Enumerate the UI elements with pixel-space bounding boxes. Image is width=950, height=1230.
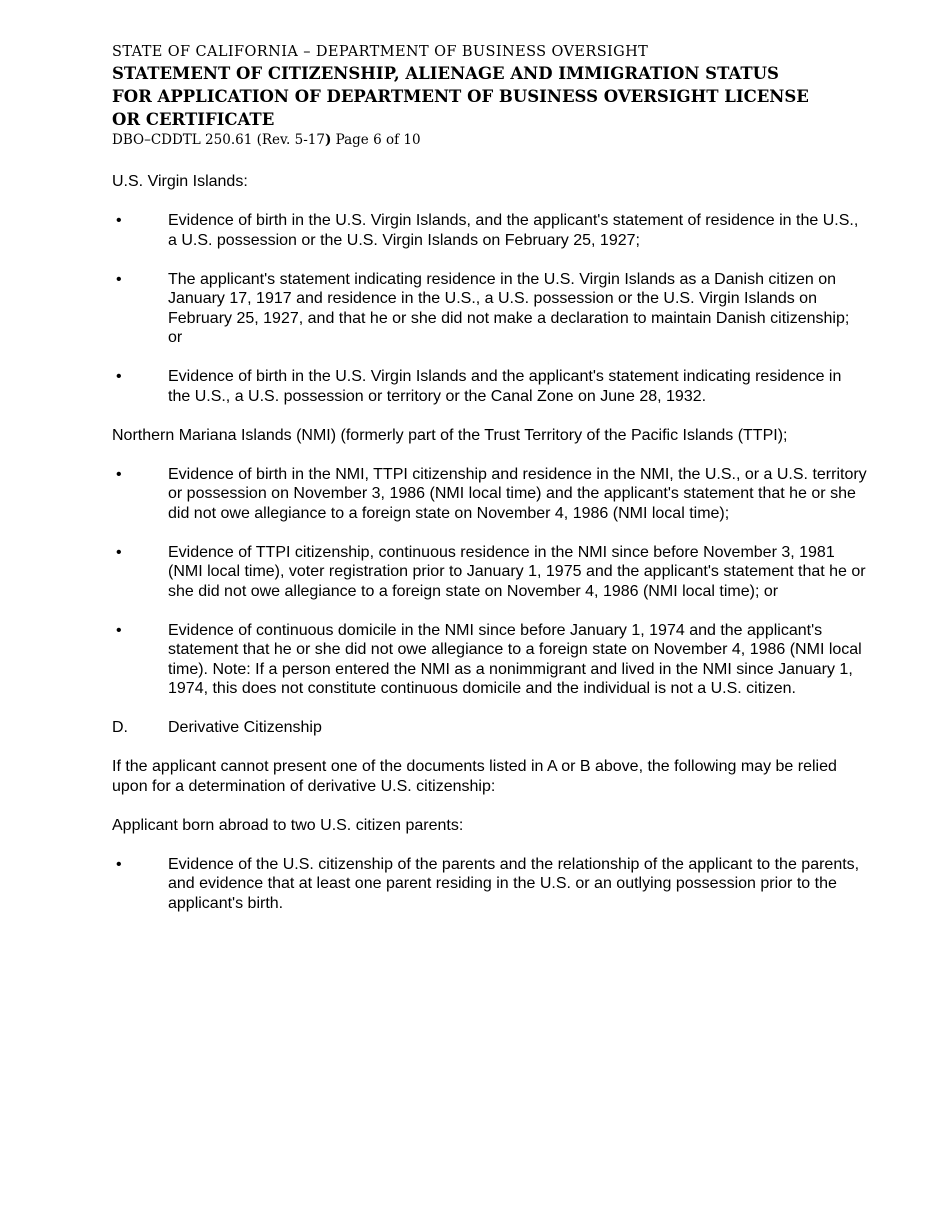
form-title-line-3: OR CERTIFICATE xyxy=(112,110,275,129)
bullet-icon: • xyxy=(116,621,122,639)
list-item xyxy=(112,465,867,524)
list-item-text: The applicant's statement indicating residence in the U.S. Virgin Islands as a Danish citizen on January 17, 1917 and residence in the U.S., a U.S. possession or the U.S. Virgin Islands on February 25, 1927, and that he or she did not make a declaration to maintain Danish citizenship; or xyxy=(168,270,850,346)
form-title-line-2: FOR APPLICATION OF DEPARTMENT OF BUSINESS OVERSIGHT LICENSE xyxy=(112,87,809,106)
section-title: Derivative Citizenship xyxy=(168,719,322,736)
list-item-text: Evidence of the U.S. citizenship of the parents and the relationship of the applicant to the parents, and evidence that at least one parent residing in the U.S. or an outlying possession prior to the applicant's birth. xyxy=(168,855,860,912)
list-item-text: Evidence of birth in the NMI, TTPI citizenship and residence in the NMI, the U.S., or a U.S. territory or possession on November 3, 1986 (NMI local time) and the applicant's statement that he or she did not owe allegiance to a foreign state on November 4, 1986 (NMI local time); xyxy=(168,465,867,522)
bullet-icon: • xyxy=(116,465,122,483)
born-abroad-heading: Applicant born abroad to two U.S. citizen parents: xyxy=(112,816,464,834)
list-item xyxy=(112,543,867,602)
bullet-icon: • xyxy=(116,270,122,288)
document-header xyxy=(112,42,872,149)
bullet-icon: • xyxy=(116,855,122,873)
form-code: DBO–CDDTL 250.61 (Rev. 5-17 xyxy=(112,132,325,148)
list-item-text: Evidence of continuous domicile in the NMI since before January 1, 1974 and the applicant's statement that he or she did not owe allegiance to a foreign state on November 4, 1986 (NMI local time). Note: If a person entered the NMI as a nonimmigrant and lived in the NMI since January 1, 1974, this does not constitute continuous domicile and the individual is not a U.S. citizen. xyxy=(168,621,862,697)
bullet-icon: • xyxy=(116,212,122,229)
document-body xyxy=(112,172,867,933)
list-item xyxy=(112,855,867,914)
bullet-icon: • xyxy=(116,543,122,561)
nmi-heading: Northern Mariana Islands (NMI) (formerly part of the Trust Territory of the Pacific Islands (TTPI); xyxy=(112,426,788,444)
list-item xyxy=(112,211,867,250)
list-item-text: Evidence of birth in the U.S. Virgin Islands and the applicant's statement indicating residence in the U.S., a U.S. possession or territory or the Canal Zone on June 28, 1932. xyxy=(168,368,842,405)
section-letter: D. xyxy=(112,719,128,736)
list-item-text: Evidence of TTPI citizenship, continuous residence in the NMI since before November 3, 1981 (NMI local time), voter registration prior to January 1, 1975 and the applicant's statement that he or she did not owe allegiance to a foreign state on November 4, 1986 (NMI local time); or xyxy=(168,543,866,600)
section-d-heading xyxy=(112,718,867,738)
derivative-intro: If the applicant cannot present one of the documents listed in A or B above, the following may be relied upon for a determination of derivative U.S. citizenship: xyxy=(112,758,837,795)
list-item-text: Evidence of birth in the U.S. Virgin Islands, and the applicant's statement of residence in the U.S., a U.S. possession or the U.S. Virgin Islands on February 25, 1927; xyxy=(168,212,859,249)
form-title-line-1: STATEMENT OF CITIZENSHIP, ALIENAGE AND IMMIGRATION STATUS xyxy=(112,64,779,83)
virgin-islands-heading: U.S. Virgin Islands: xyxy=(112,173,248,190)
list-item xyxy=(112,367,867,406)
bullet-icon: • xyxy=(116,368,122,385)
form-code-paren: ) xyxy=(324,132,332,148)
list-item xyxy=(112,621,867,699)
agency-name: STATE OF CALIFORNIA – DEPARTMENT OF BUSINESS OVERSIGHT xyxy=(112,44,649,60)
form-id-line xyxy=(112,131,872,149)
page-number: Page 6 of 10 xyxy=(331,132,421,148)
list-item xyxy=(112,270,867,348)
